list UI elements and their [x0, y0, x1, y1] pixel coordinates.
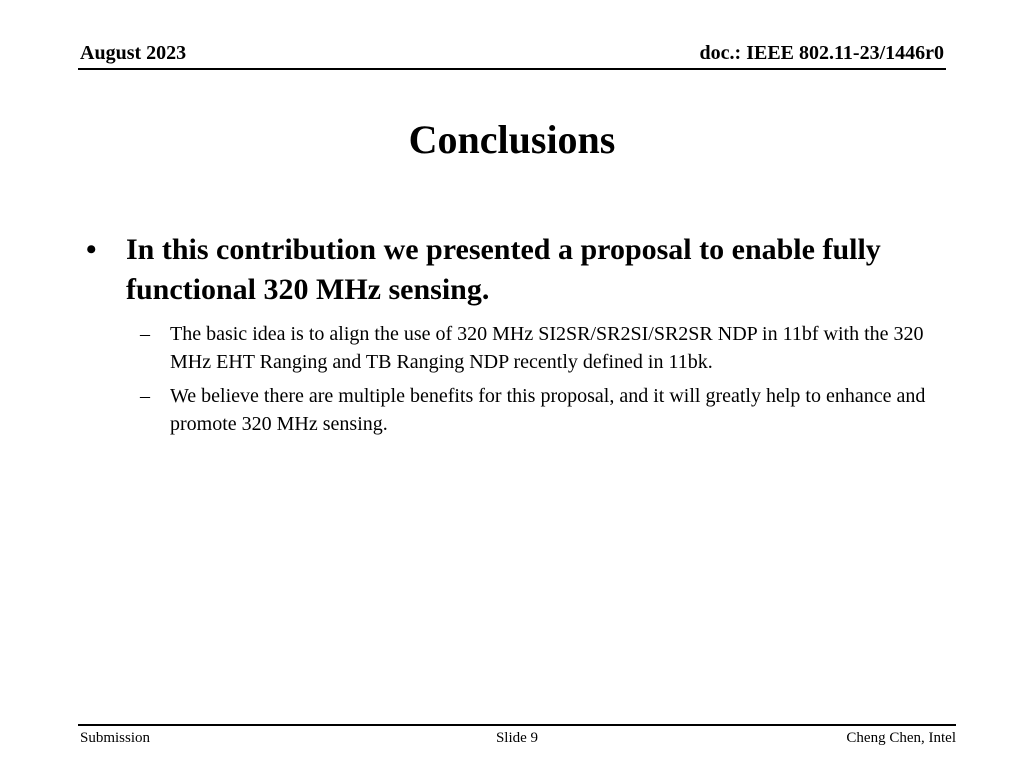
- header-date: August 2023: [80, 42, 187, 64]
- main-bullet: [86, 230, 936, 310]
- slide-header: [78, 38, 946, 70]
- sub-bullet-1-text: The basic idea is to align the use of 320 MHz SI2SR/SR2SI/SR2SR NDP in 11bf with the 320 MHz EHT Ranging and TB Ranging NDP recently defined in 11bk.: [170, 323, 924, 373]
- footer-slide-number: Slide 9: [495, 730, 539, 746]
- main-bullet-text: In this contribution we presented a proposal to enable fully functional 320 MHz sensing.: [126, 233, 881, 306]
- dash-marker: –: [140, 323, 150, 345]
- sub-bullet-list: [86, 320, 936, 438]
- slide-footer: [78, 724, 956, 756]
- sub-bullet-1: [86, 320, 936, 376]
- dash-marker: –: [140, 385, 150, 407]
- header-doc-id: doc.: IEEE 802.11-23/1446r0: [699, 42, 944, 64]
- slide-title: Conclusions: [408, 117, 616, 162]
- footer-author: Cheng Chen, Intel: [846, 730, 956, 746]
- sub-bullet-2-text: We believe there are multiple benefits for this proposal, and it will greatly help to enhance and promote 320 MHz sensing.: [170, 385, 926, 435]
- slide-content: [86, 230, 936, 444]
- bullet-marker: •: [86, 233, 97, 266]
- footer-submission: Submission: [80, 730, 151, 746]
- sub-bullet-2: [86, 382, 936, 438]
